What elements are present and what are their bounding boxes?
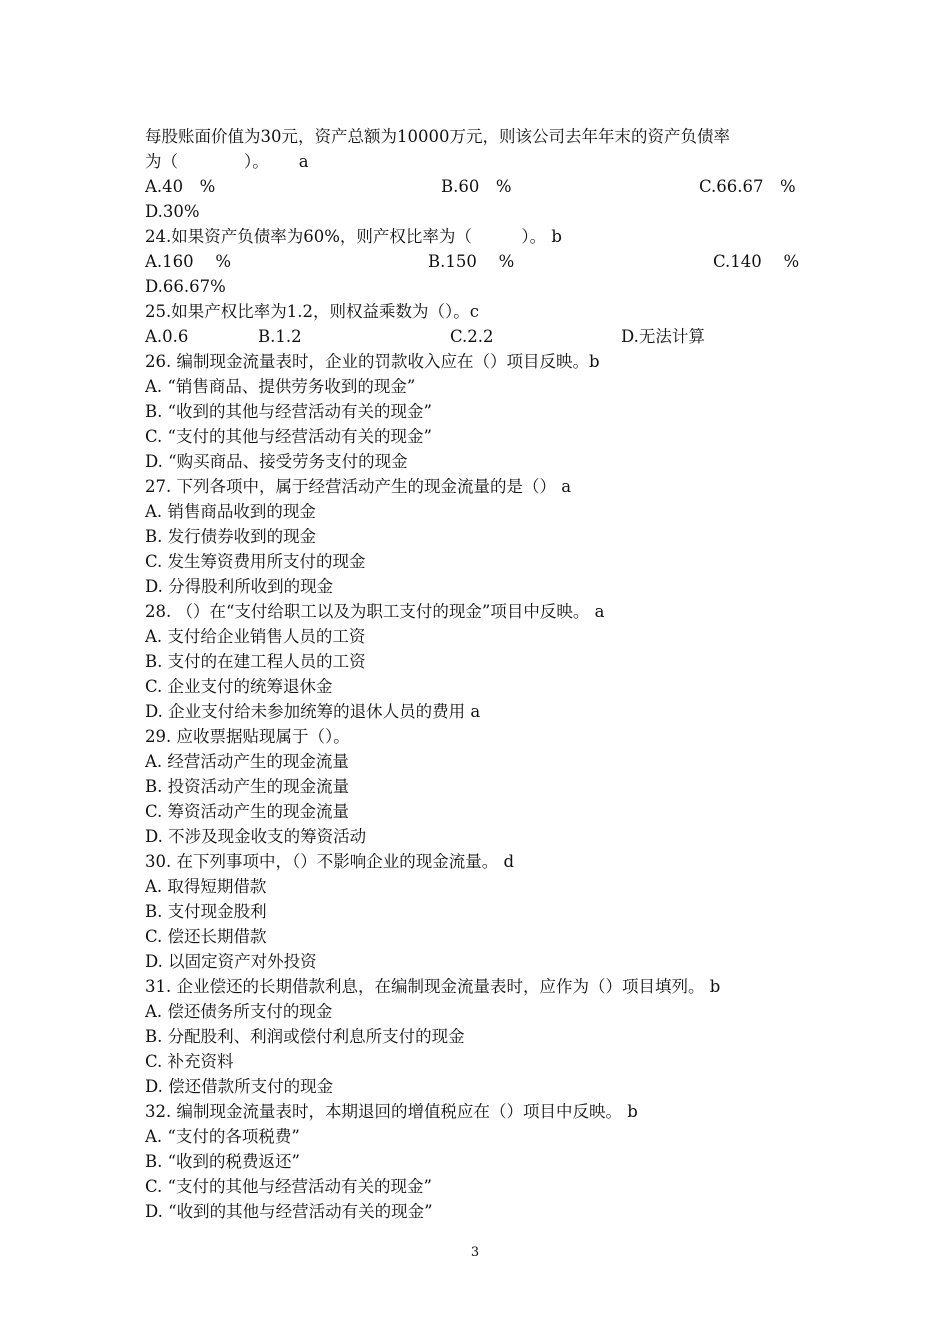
- options-row-q25: [145, 324, 810, 349]
- text-line: 为（ ）。 a: [145, 152, 309, 171]
- text-line: A. “支付的各项税费”: [145, 1127, 300, 1146]
- text-line: C. “支付的其他与经营活动有关的现金”: [145, 427, 432, 446]
- option-a: A.40 %: [145, 177, 216, 196]
- text-line: D. 分得股利所收到的现金: [145, 577, 334, 596]
- text-line: D. 企业支付给未参加统筹的退休人员的费用 a: [145, 702, 481, 721]
- text-line: C. 筹资活动产生的现金流量: [145, 802, 350, 821]
- text-line: C. 企业支付的统筹退休金: [145, 677, 333, 696]
- text-line: C. “支付的其他与经营活动有关的现金”: [145, 1177, 432, 1196]
- text-line: 26. 编制现金流量表时，企业的罚款收入应在（）项目反映。b: [145, 352, 600, 371]
- option-c: C.2.2: [450, 327, 494, 346]
- options-row-q24: [145, 249, 810, 274]
- option-d: D.无法计算: [621, 327, 705, 346]
- text-line: B. 投资活动产生的现金流量: [145, 777, 350, 796]
- text-line: D. 偿还借款所支付的现金: [145, 1077, 334, 1096]
- text-line: 28. （）在“支付给职工以及为职工支付的现金”项目中反映。 a: [145, 602, 605, 621]
- text-line: D. 以固定资产对外投资: [145, 952, 317, 971]
- text-line: 24.如果资产负债率为60%，则产权比率为（ ）。 b: [145, 227, 562, 246]
- option-a: A.160 %: [145, 252, 232, 271]
- option-b: B.150 %: [428, 252, 515, 271]
- text-line: A. 取得短期借款: [145, 877, 267, 896]
- text-line: 30. 在下列事项中，（）不影响企业的现金流量。 d: [145, 852, 515, 871]
- text-line: C. 偿还长期借款: [145, 927, 267, 946]
- option-a: A.0.6: [145, 327, 189, 346]
- options-row-q23: [145, 174, 810, 199]
- page-number: 3: [470, 1245, 480, 1260]
- text-line: A. 销售商品收到的现金: [145, 502, 316, 521]
- text-line: B. 分配股利、利润或偿付利息所支付的现金: [145, 1027, 465, 1046]
- option-c: C.66.67 %: [699, 177, 796, 196]
- text-line: D.30%: [145, 202, 200, 221]
- text-line: 27. 下列各项中，属于经营活动产生的现金流量的是（） a: [145, 477, 572, 496]
- text-line: A. 经营活动产生的现金流量: [145, 752, 349, 771]
- text-line: 31. 企业偿还的长期借款利息，在编制现金流量表时，应作为（）项目填列。 b: [145, 977, 721, 996]
- text-line: C. 发生筹资费用所支付的现金: [145, 552, 366, 571]
- text-line: B. “收到的税费返还”: [145, 1152, 300, 1171]
- text-line: D. “购买商品、接受劳务支付的现金: [145, 452, 408, 471]
- text-line: D. 不涉及现金收支的筹资活动: [145, 827, 367, 846]
- text-line: A. “销售商品、提供劳务收到的现金”: [145, 377, 416, 396]
- text-line: 32. 编制现金流量表时，本期退回的增值税应在（）项目中反映。 b: [145, 1102, 638, 1121]
- text-line: A. 支付给企业销售人员的工资: [145, 627, 366, 646]
- text-line: 25.如果产权比率为1.2，则权益乘数为（）。c: [145, 302, 479, 321]
- text-line: B. 发行债券收到的现金: [145, 527, 317, 546]
- text-line: D. “收到的其他与经营活动有关的现金”: [145, 1202, 433, 1221]
- text-line: B. “收到的其他与经营活动有关的现金”: [145, 402, 432, 421]
- option-b: B.1.2: [258, 327, 302, 346]
- text-line: B. 支付的在建工程人员的工资: [145, 652, 366, 671]
- question-text: [145, 124, 810, 1224]
- text-line: A. 偿还债务所支付的现金: [145, 1002, 333, 1021]
- text-line: B. 支付现金股利: [145, 902, 267, 921]
- text-line: 29. 应收票据贴现属于（）。: [145, 727, 350, 746]
- text-line: D.66.67%: [145, 277, 226, 296]
- text-line: 每股账面价值为30元，资产总额为10000万元，则该公司去年年末的资产负债率: [145, 127, 730, 146]
- option-c: C.140 %: [713, 252, 800, 271]
- option-b: B.60 %: [441, 177, 512, 196]
- text-line: C. 补充资料: [145, 1052, 234, 1071]
